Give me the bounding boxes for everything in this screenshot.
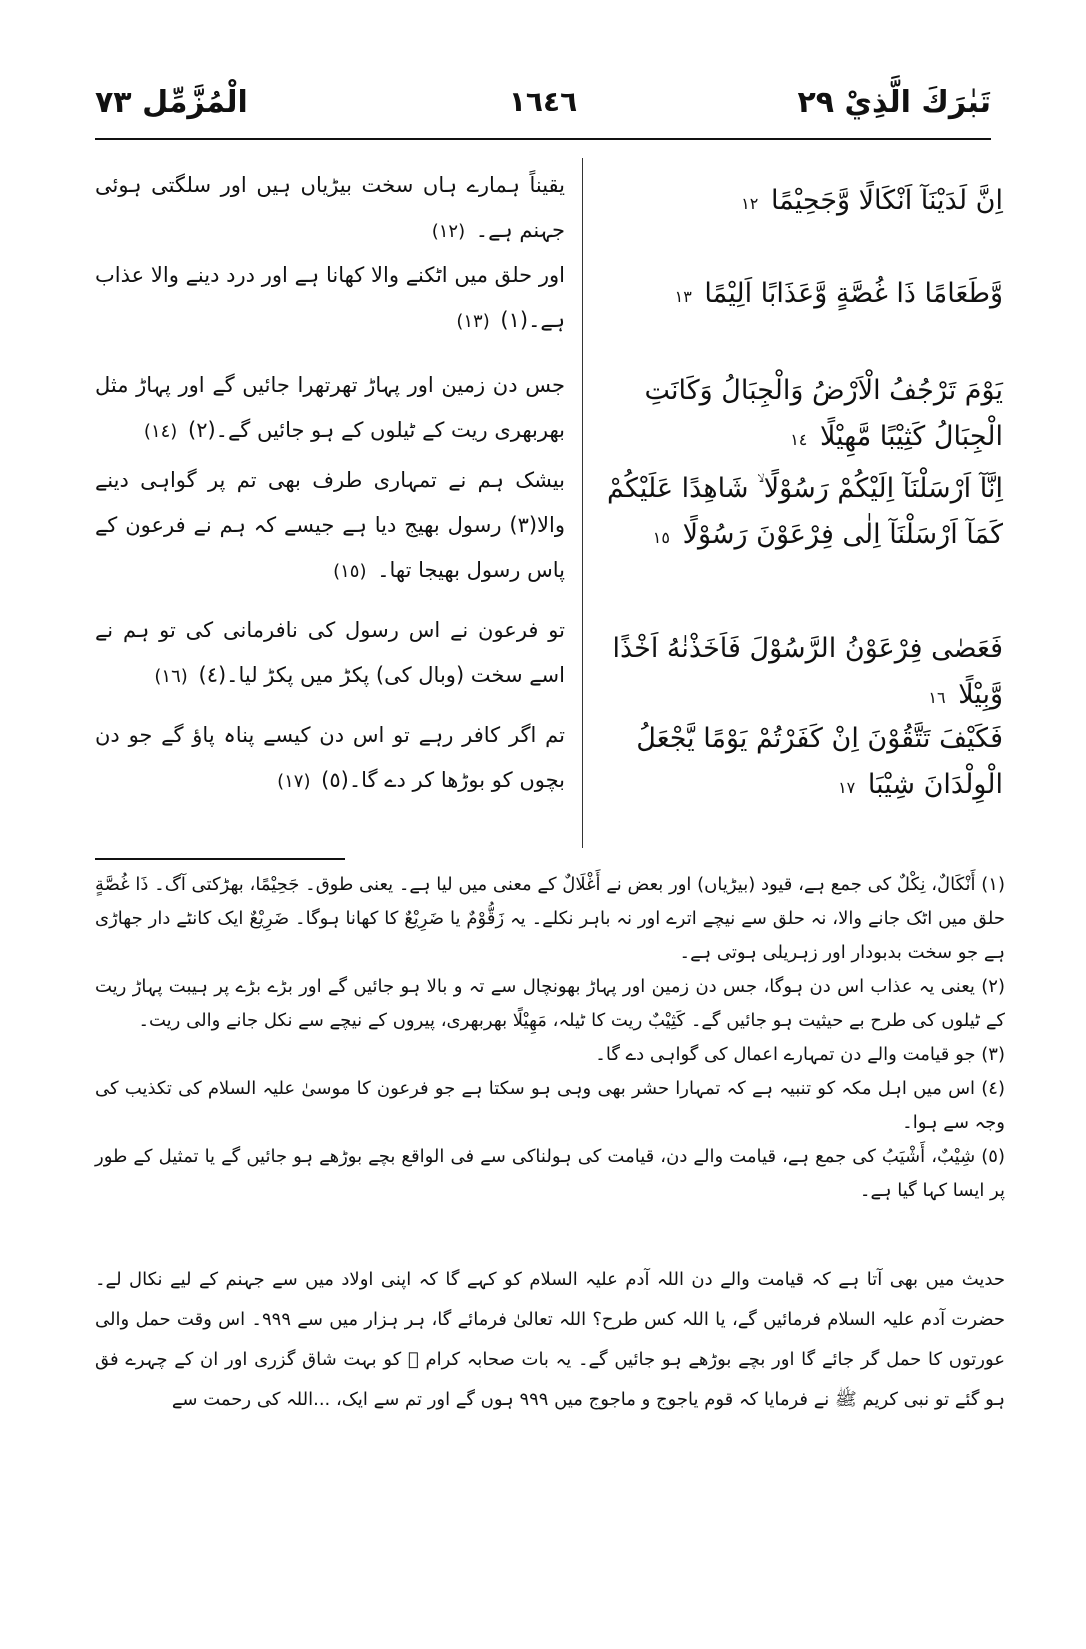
translation-12: یقیناً ہمارے ہاں سخت بیڑیاں ہیں اور سلگتی ہوئی جہنم ہے۔ (١٢) (95, 173, 565, 242)
footnote-4: (٤) اس میں اہل مکہ کو تنبیہ ہے کہ تمہارا حشر بھی وہی ہو سکتا ہے جو فرعون کا موسیٰ علیہ السلام کی تکذیب کی وجہ سے ہوا۔ (95, 1078, 1005, 1133)
translation-14: جس دن زمین اور پہاڑ تھرتھرا جائیں گے اور پہاڑ مثل بھربھری ریت کے ٹیلوں کے ہو جائیں گے۔(٢) (١٤) (95, 373, 565, 442)
page-header (95, 75, 991, 135)
ayah-number: ١٤ (790, 430, 808, 449)
ayah-12: اِنَّ لَدَيْنَآ اَنْكَالًا وَّجَحِيْمًا ١٢ (741, 185, 1003, 216)
ayah-17: فَكَيْفَ تَتَّقُوْنَ اِنْ كَفَرْتُمْ يَوْمًا يَّجْعَلُ الْوِلْدَانَ شِيْبَا ١٧ (636, 723, 1003, 800)
verse-number: (١٧) (277, 771, 311, 792)
footnote-5: (٥) شِيْبٌ، أَشْيَبُ کی جمع ہے، قیامت والے دن، قیامت کی ہولناکی سے فی الواقع بچے بوڑھے ہو جائیں گے یا تمثیل کے طور پر ایسا کہا گیا ہے۔ (95, 1146, 1005, 1201)
verse-number: (١٦) (154, 666, 188, 687)
page-number: ١٦٤٦ (508, 85, 578, 118)
translation-16: تو فرعون نے اس رسول کی نافرمانی کی تو ہم نے اسے سخت (وبال کی) پکڑ میں پکڑ لیا۔(٤) (١٦) (95, 618, 565, 687)
translation-13: اور حلق میں اٹکنے والا کھانا ہے اور درد دینے والا عذاب ہے۔(١) (١٣) (95, 263, 565, 332)
footnotes (95, 868, 1005, 1208)
arabic-text-column (598, 158, 1003, 848)
ayah-14: يَوْمَ تَرْجُفُ الْاَرْضُ وَالْجِبَالُ وَكَانَتِ الْجِبَالُ كَثِيْبًا مَّهِيْلًا ١٤ (644, 375, 1003, 452)
ayah-number: ١٣ (674, 287, 692, 306)
footnote-divider (95, 858, 345, 860)
translation-17: تم اگر کافر رہے تو اس دن کیسے پناہ پاؤ گے جو دن بچوں کو بوڑھا کر دے گا۔(٥) (١٧) (95, 723, 565, 792)
surah-title: الْمُزَّمِّل ٧٣ (95, 85, 248, 120)
translation-15: بیشک ہم نے تمہاری طرف بھی تم پر گواہی دینے والا(٣) رسول بھیج دیا ہے جیسے کہ ہم نے فرعون کے پاس رسول بھیجا تھا۔ (١٥) (95, 468, 565, 582)
verse-number: (١٤) (143, 421, 178, 442)
ayah-16: فَعَصٰى فِرْعَوْنُ الرَّسُوْلَ فَاَخَذْنٰهُ اَخْذًا وَّبِيْلًا ١٦ (612, 633, 1003, 710)
verse-number: (١٣) (456, 311, 490, 332)
footnote-2: (٢) یعنی یہ عذاب اس دن ہوگا، جس دن زمین اور پہاڑ بھونچال سے تہ و بالا ہو جائیں گے اور بڑے بڑے پر ہیبت پہاڑ ریت کے ٹیلوں کی طرح بے حیثیت ہو جائیں گے۔ كَثِيْبٌ ریت کا ٹیلہ، مَهِيْلًا بھربھری، پیروں کے نیچے سے نکل جانے والی ریت۔ (95, 976, 1005, 1031)
verse-number: (١٥) (333, 561, 367, 582)
verse-number: (١٢) (431, 221, 466, 242)
hadith-commentary: حدیث میں بھی آتا ہے کہ قیامت والے دن اللہ آدم علیہ السلام کو کہے گا کہ اپنی اولاد میں سے جہنم کے لیے نکال لے۔ حضرت آدم علیہ السلام فرمائیں گے، یا اللہ کس طرح؟ اللہ تعالیٰ فرمائے گا، ہر ہزار میں سے ٩٩٩۔ اس وقت حمل والی عورتوں کا حمل گر جائے گا اور بچے بوڑھے ہو جائیں گے۔ یہ بات صحابہ کرام ﷢ کو بہت شاق گزری اور ان کے چہرے فق ہو گئے تو نبی کریم ﷺ نے فرمایا کہ قوم یاجوج و ماجوج میں ٩٩٩ ہوں گے اور تم سے ایک، ...اللہ کی رحمت سے (95, 1269, 1005, 1410)
footnote-3: (٣) جو قیامت والے دن تمہارے اعمال کی گواہی دے گا۔ (595, 1044, 1005, 1065)
header-divider (95, 138, 991, 140)
column-divider (582, 158, 583, 848)
juz-title: تَبٰرَكَ الَّذِيْ ٢٩ (797, 85, 991, 120)
ayah-number: ١٧ (838, 778, 856, 797)
ayah-number: ١٦ (928, 688, 946, 707)
urdu-translation-column (95, 158, 565, 848)
ayah-number: ١٥ (652, 528, 670, 547)
footnote-1: (١) أَنْكَالٌ، نِكْلٌ کی جمع ہے، قیود (بیڑیاں) اور بعض نے أَغْلَالٌ کے معنی میں لیا ہے۔ یعنی طوق۔ جَحِيْمًا، بھڑکتی آگ۔ ذَا غُصَّةٍ حلق میں اٹک جانے والا، نہ حلق سے نیچے اترے اور نہ باہر نکلے۔ یہ زَقُّوْمٌ یا ضَرِيْعٌ کا کھانا ہوگا۔ ضَرِيْعٌ ایک کانٹے دار جھاڑی ہے جو سخت بدبودار اور زہریلی ہوتی ہے۔ (95, 874, 1005, 963)
ayah-13: وَّطَعَامًا ذَا غُصَّةٍ وَّعَذَابًا اَلِيْمًا ١٣ (674, 278, 1003, 309)
ayah-number: ١٢ (741, 194, 759, 213)
ayah-15: اِنَّآ اَرْسَلْنَآ اِلَيْكُمْ رَسُوْلًا ۙ شَاهِدًا عَلَيْكُمْ كَمَآ اَرْسَلْنَآ اِلٰى فِرْعَوْنَ رَسُوْلًا ١٥ (607, 473, 1003, 550)
